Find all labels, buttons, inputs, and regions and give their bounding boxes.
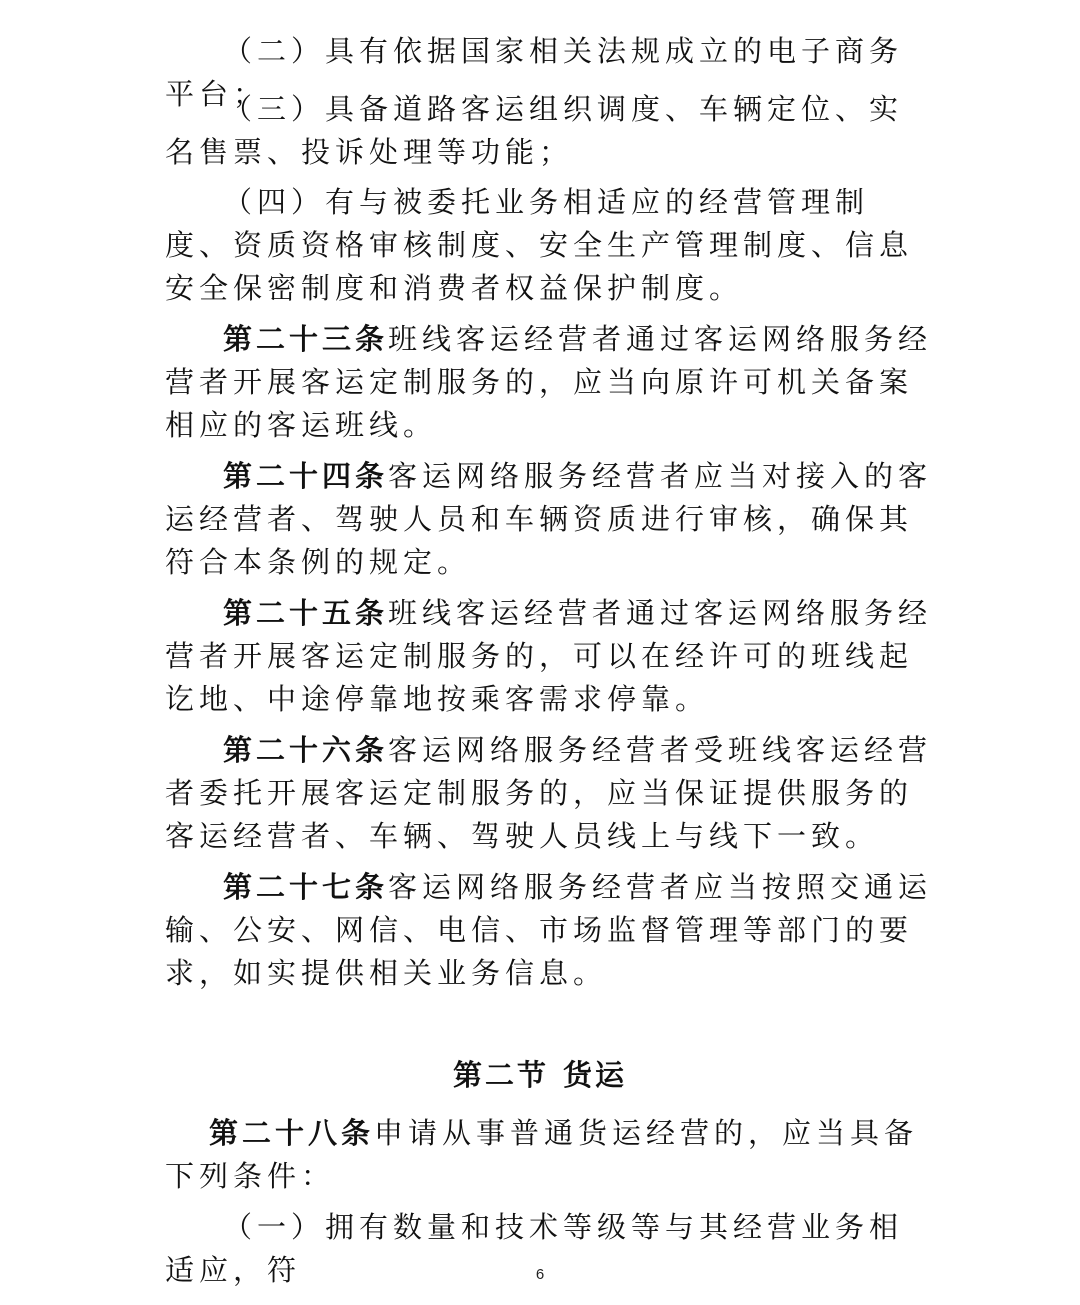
section-label: 第二节 [452, 1058, 549, 1092]
paragraph-text: （一）拥有数量和技术等级等与其经营业务相适应，符 [165, 1210, 904, 1287]
paragraph-item-3 [165, 88, 935, 174]
article-heading: 第二十四条 [223, 459, 389, 493]
article-text: 班线客运经营者通过客运网络服务经营者开展客运定制服务的，应当向原许可机关备案相应的客运班线。 [165, 322, 933, 442]
page-number: 6 [535, 1266, 545, 1283]
article-text: 申请从事普通货运经营的，应当具备下列条件： [165, 1116, 919, 1193]
article-23 [165, 318, 935, 447]
article-25 [165, 592, 935, 721]
article-text: 客运网络服务经营者应当按照交通运输、公安、网信、电信、市场监督管理等部门的要求，如实提供相关业务信息。 [165, 870, 933, 990]
article-heading: 第二十七条 [223, 870, 389, 904]
article-text: 班线客运经营者通过客运网络服务经营者开展客运定制服务的，可以在经许可的班线起讫地、中途停靠地按乘客需求停靠。 [165, 596, 933, 716]
article-24 [165, 455, 935, 584]
article-heading: 第二十六条 [223, 733, 389, 767]
article-heading: 第二十三条 [223, 322, 389, 356]
section-heading [0, 1054, 1080, 1097]
article-28 [165, 1112, 935, 1198]
section-title: 货运 [563, 1058, 628, 1092]
paragraph-text: （二）具有依据国家相关法规成立的电子商务平台； [165, 34, 904, 111]
article-text: 客运网络服务经营者受班线客运经营者委托开展客运定制服务的，应当保证提供服务的客运经营者、车辆、驾驶人员线上与线下一致。 [165, 733, 933, 853]
article-27 [165, 866, 935, 995]
paragraph-text: （三）具备道路客运组织调度、车辆定位、实名售票、投诉处理等功能； [165, 92, 904, 169]
article-heading: 第二十八条 [209, 1116, 375, 1150]
article-text: 客运网络服务经营者应当对接入的客运经营者、驾驶人员和车辆资质进行审核，确保其符合本条例的规定。 [165, 459, 933, 579]
article-heading: 第二十五条 [223, 596, 389, 630]
paragraph-text: （四）有与被委托业务相适应的经营管理制度、资质资格审核制度、安全生产管理制度、信息安全保密制度和消费者权益保护制度。 [165, 185, 914, 305]
article-26 [165, 729, 935, 858]
paragraph-item-4 [165, 181, 935, 310]
